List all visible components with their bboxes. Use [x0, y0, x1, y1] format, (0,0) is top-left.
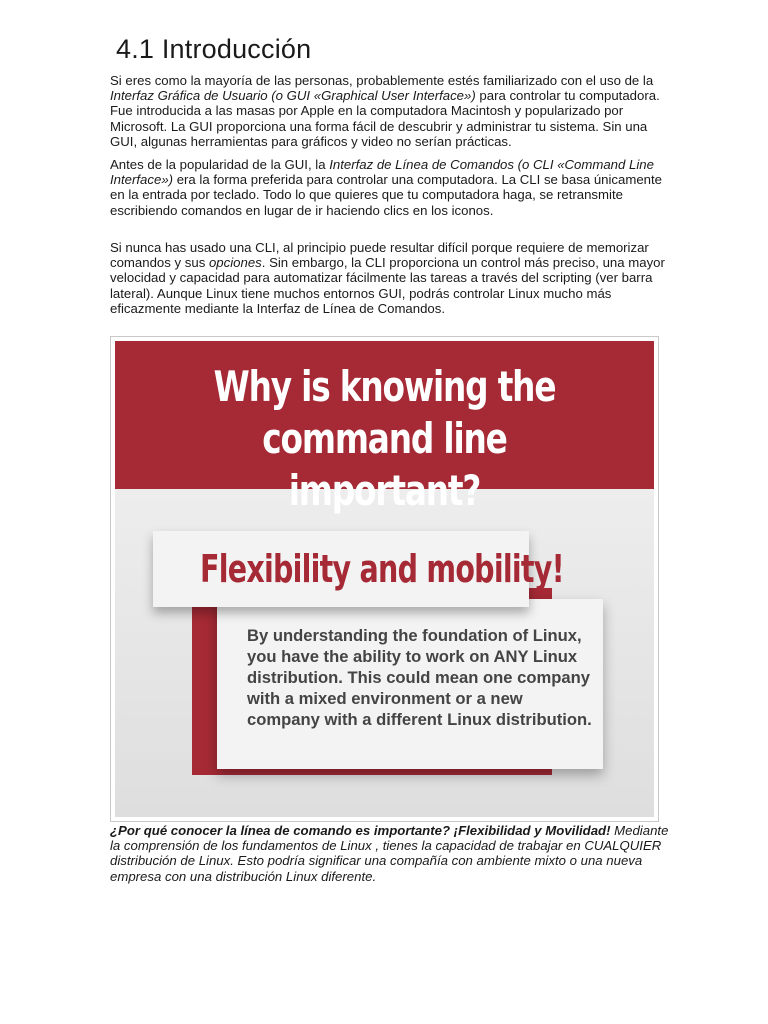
paragraph-cli-italic: Interfaz de Línea de Comandos (o CLI «Command Line Interface»)	[110, 157, 654, 188]
infographic-subtitle-card	[153, 531, 564, 607]
paragraph-cli-benefits	[110, 240, 670, 316]
paragraph-cli-text-1: Antes de la popularidad de la GUI, la	[110, 157, 330, 172]
infographic-body-card	[217, 599, 603, 769]
figure-caption	[110, 823, 670, 884]
paragraph-gui	[110, 73, 670, 149]
infographic-figure	[110, 336, 659, 822]
paragraph-cli	[110, 157, 670, 218]
paragraph-gui-text-1: Si eres como la mayoría de las personas, probablemente estés familiarizado con el uso de la	[110, 73, 654, 88]
infographic-banner-title: Why is knowing the command line important?	[213, 362, 556, 515]
paragraph-cli-benefits-text-1: Si nunca has usado una CLI, al principio puede resultar difícil porque requiere de memorizar comandos y sus	[110, 240, 649, 271]
figure-caption-bold: ¿Por qué conocer la línea de comando es importante? ¡Flexibilidad y Movilidad!	[110, 823, 611, 838]
infographic-background	[115, 341, 654, 817]
paragraph-gui-italic: Interfaz Gráfica de Usuario (o GUI «Graphical User Interface»)	[110, 88, 476, 104]
paragraph-cli-benefits-text-2: . Sin embargo, la CLI proporciona un control más preciso, una mayor velocidad y capacidad para automatizar fácilmente las tareas a través del scripting (ver barra lateral). Aunque Linux tiene muchos entornos GUI, podrás controlar Linux mucho más eficazmente mediante la Interfaz de Línea de Comandos.	[110, 255, 665, 316]
figure-caption-text: Mediante la comprensión de los fundamentos de Linux , tienes la capacidad de trabajar en CUALQUIER distribución de Linux. Esto podría significar una compañía con ambiente mixto o una nueva empresa con una distribución Linux diferente.	[110, 823, 669, 884]
infographic-body-text: By understanding the foundation of Linux, you have the ability to work on ANY Linux distribution. This could mean one company with a mixed environment or a new company with a different Linux distribution.	[247, 626, 592, 729]
infographic-banner	[115, 341, 654, 515]
section-heading: 4.1 Introducción	[116, 34, 312, 64]
paragraph-cli-benefits-italic: opciones	[208, 255, 262, 271]
paragraph-gui-text-2: para controlar tu computadora. Fue introducida a las masas por Apple en la computadora Macintosh y popularizado por Microsoft. La GUI proporciona una forma fácil de descubrir y administrar tu sistema. Sin una GUI, algunas herramientas para gráficos y video no serían prácticas.	[110, 88, 660, 149]
paragraph-cli-text-2: era la forma preferida para controlar una computadora. La CLI se basa únicamente en la entrada por teclado. Todo lo que quieres que tu computadora haga, se retransmite escribiendo comandos en lugar de ir haciendo clics en los iconos.	[110, 172, 662, 218]
infographic-subtitle: Flexibility and mobility!	[200, 547, 564, 591]
